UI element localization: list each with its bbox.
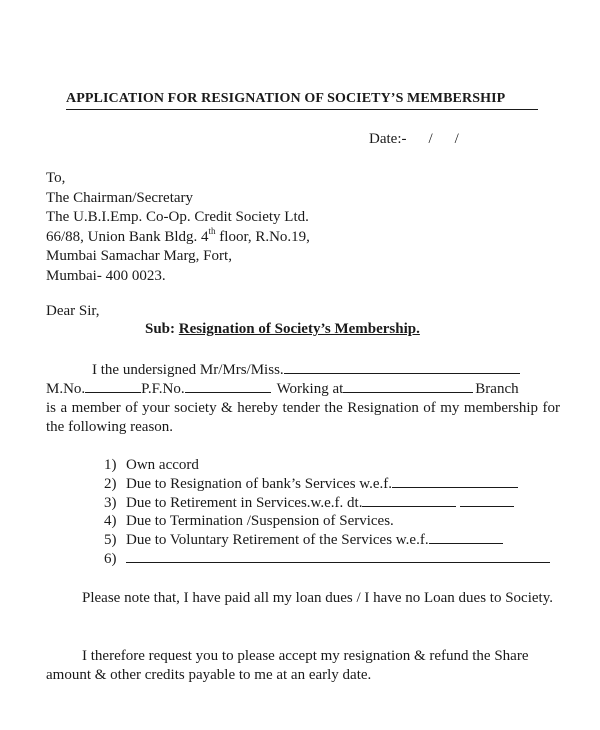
reason-text: Due to Termination /Suspension of Services. [126, 513, 394, 530]
title-underline [66, 109, 538, 110]
branch-blank[interactable] [343, 380, 473, 393]
address-text: floor, R.No.19, [215, 228, 310, 245]
intro-continuation: is a member of your society & hereby tender the Resignation of my membership for the following reason. [46, 400, 560, 435]
reason-text: Due to Voluntary Retirement of the Services w.e.f. [126, 532, 429, 549]
reason-item [104, 512, 550, 531]
request-paragraph: I therefore request you to please accept my resignation & refund the Share amount & other credits payable to me at an early date. [46, 648, 529, 683]
address-line: The Chairman/Secretary [46, 189, 194, 206]
branch-label: Branch [475, 381, 519, 397]
reason-item [104, 550, 550, 569]
reason-list [104, 456, 550, 569]
reason-item [104, 494, 550, 513]
subject-text: Resignation of Society’s Membership. [178, 321, 420, 337]
reason-text: Due to Retirement in Services.w.e.f. dt. [126, 494, 363, 511]
address-text: 66/88, Union Bank Bldg. 4 [46, 228, 209, 245]
reason-number: 1) [104, 457, 117, 473]
reason-date-blank[interactable] [429, 531, 503, 544]
reason-text: Own accord [126, 457, 199, 473]
address-to: To, [46, 170, 66, 186]
reason-item [104, 456, 550, 475]
reason-number: 5) [104, 532, 117, 549]
intro-line-1 [92, 361, 520, 378]
reason-date-blank[interactable] [460, 494, 514, 507]
address-line: The U.B.I.Emp. Co-Op. Credit Society Ltd. [46, 209, 309, 225]
subject-line [145, 322, 420, 337]
other-reason-blank[interactable] [126, 550, 550, 563]
subject-prefix: Sub: [145, 321, 179, 337]
intro-text: I the undersigned Mr/Mrs/Miss. [92, 362, 284, 378]
ordinal-suffix: th [208, 225, 216, 236]
reason-number: 3) [104, 494, 117, 511]
reason-item [104, 475, 550, 494]
date-separator: / [454, 131, 459, 147]
pf-number-blank[interactable] [185, 380, 271, 393]
reason-item [104, 531, 550, 550]
working-at-label: Working at [276, 381, 344, 397]
member-number-label: M.No. [46, 381, 86, 397]
reason-number: 4) [104, 513, 117, 530]
salutation: Dear Sir, [46, 303, 100, 319]
date-label: Date:- [369, 131, 407, 147]
reason-number: 2) [104, 475, 117, 492]
reason-date-blank[interactable] [362, 494, 456, 507]
loan-note: Please note that, I have paid all my loan dues / I have no Loan dues to Society. [82, 590, 553, 606]
pf-number-label: P.F.No. [141, 381, 185, 397]
reason-number: 6) [104, 550, 117, 567]
reason-text: Due to Resignation of bank’s Services w.e.f. [126, 475, 393, 492]
document-title: APPLICATION FOR RESIGNATION OF SOCIETY’S MEMBERSHIP [66, 91, 506, 106]
reason-date-blank[interactable] [392, 475, 518, 488]
member-number-blank[interactable] [85, 380, 141, 393]
date-line [369, 132, 459, 147]
address-line: Mumbai Samachar Marg, Fort, [46, 248, 232, 264]
address-line [46, 225, 310, 248]
intro-line-2 [46, 380, 519, 397]
date-separator: / [428, 131, 433, 147]
recipient-address [46, 169, 310, 286]
address-line: Mumbai- 400 0023. [46, 267, 166, 284]
name-blank[interactable] [284, 361, 520, 374]
